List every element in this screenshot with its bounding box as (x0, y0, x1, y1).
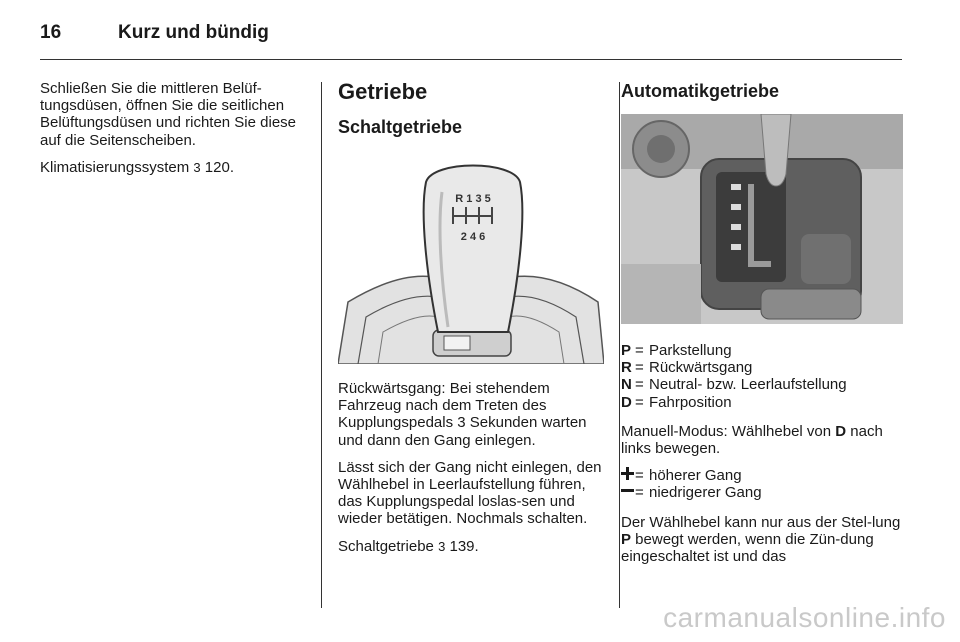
legend-eq: = (635, 376, 644, 394)
selector-lock-paragraph (621, 514, 903, 566)
selector-legend (621, 342, 903, 411)
knob-bottom-labels: 2 4 6 (460, 231, 486, 243)
legend-eq: = (635, 359, 644, 377)
plus-text: höherer Gang (649, 467, 742, 485)
gear-engage-paragraph: Lässt sich der Gang nicht einlegen, den Wählhebel in Leerlaufstellung führen, das Kupplungspedal loslas-sen und wieder betätigen. Nochmals schalten. (338, 458, 602, 528)
legend-row-p (621, 342, 903, 359)
legend-text: Rückwärtsgang (649, 359, 753, 377)
lock-text-1: Der Wählhebel kann nur aus der Stel-lung (621, 513, 901, 531)
lock-key: P (621, 530, 632, 548)
heading-automatic-transmission: Automatikgetriebe (621, 81, 780, 101)
legend-key: N (621, 376, 632, 394)
lock-text-2: bewegt werden, wenn die Zün-dung eingeschaltet ist und das (621, 530, 874, 566)
page-number: 16 (40, 22, 62, 43)
column-divider-1 (321, 82, 322, 608)
minus-text: niedrigerer Gang (649, 484, 762, 502)
legend-key: D (621, 393, 632, 411)
minus-row (621, 484, 903, 501)
reference-page[interactable]: 139. (449, 537, 479, 555)
manual-mode-key: D (835, 422, 847, 440)
subheading-manual-transmission: Schaltgetriebe (338, 117, 463, 137)
knob-top-labels: R 1 3 5 (455, 193, 491, 205)
gear-knob-illustration (338, 152, 604, 364)
page-title: Kurz und bündig (118, 22, 269, 43)
legend-key: P (621, 342, 632, 359)
reference-arrow-icon: 3 (193, 159, 201, 175)
ventilation-paragraph: Schließen Sie die mittleren Belüf-tungsdüsen, öffnen Sie die seitlichen Belüftungsdüsen und richten Sie diese auf die Seitenscheiben. (40, 80, 297, 149)
column-3 (621, 80, 903, 575)
climate-reference (40, 159, 306, 176)
reference-page[interactable]: 120. (204, 158, 234, 176)
minus-icon (621, 484, 635, 501)
plus-minus-legend (621, 467, 903, 501)
column-2 (338, 80, 604, 565)
header-rule (40, 59, 902, 60)
legend-row-r (621, 359, 903, 376)
legend-key: R (621, 359, 632, 377)
section-heading-transmission: Getriebe (338, 79, 428, 104)
manual-transmission-reference (338, 538, 604, 555)
legend-eq: = (635, 342, 644, 359)
column-divider-2 (619, 82, 620, 608)
manual-mode-paragraph (621, 423, 903, 457)
legend-eq: = (635, 484, 644, 502)
legend-row-n (621, 376, 903, 393)
column-1 (40, 80, 306, 186)
legend-text: Parkstellung (649, 342, 732, 359)
legend-eq: = (635, 393, 644, 411)
legend-text: Fahrposition (649, 393, 732, 411)
legend-eq: = (635, 467, 644, 485)
reference-text: Schaltgetriebe (338, 537, 434, 555)
legend-text: Neutral- bzw. Leerlaufstellung (649, 376, 847, 394)
reverse-gear-paragraph: Rückwärtsgang: Bei stehendem Fahrzeug nach dem Treten des Kupplungspedals 3 Sekunden warten und dann den Gang einlegen. (338, 380, 587, 449)
plus-icon (621, 467, 635, 484)
manual-mode-text: Manuell-Modus: Wählhebel von (621, 422, 836, 440)
automatic-selector-photo (621, 114, 903, 324)
reference-text: Klimatisierungssystem (40, 158, 190, 176)
manual-mode-text-2: nach links bewegen. (621, 422, 883, 458)
legend-row-d (621, 394, 903, 411)
watermark: carmanualsonline.info (663, 602, 946, 633)
plus-row (621, 467, 903, 484)
reference-arrow-icon: 3 (438, 538, 446, 554)
